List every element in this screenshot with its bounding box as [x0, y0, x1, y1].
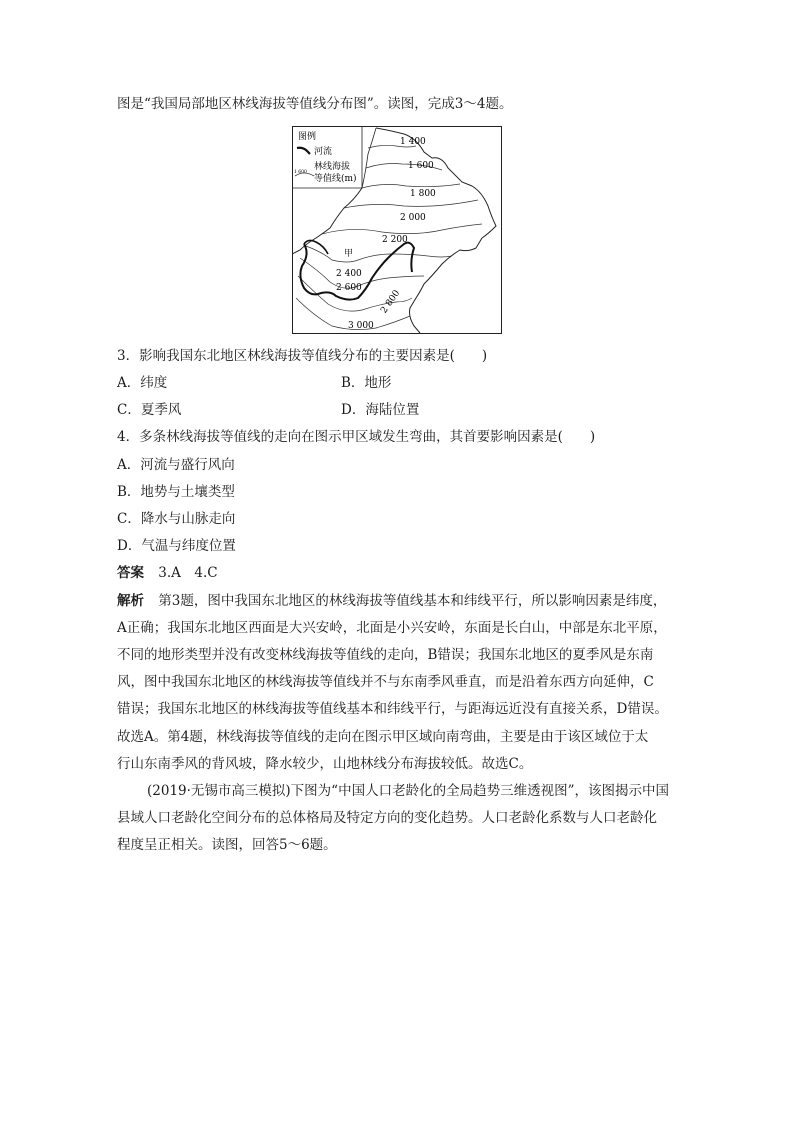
analysis-label: 解析 [117, 593, 144, 609]
question-3-option-c: C．夏季风 [117, 402, 182, 418]
intro-text: 图是“我国局部地区林线海拔等值线分布图”。读图，完成3～4题。 [117, 96, 513, 112]
isoline-label-2800: 2 800 [379, 288, 403, 316]
answer-label: 答案 [117, 565, 144, 581]
analysis-line-6: 故选A。第4题，林线海拔等值线的走向在图示甲区域向南弯曲，主要是由于该区域位于太 [117, 729, 649, 745]
legend-title: 图例 [298, 132, 317, 142]
analysis-text-1: 第3题，图中我国东北地区的林线海拔等值线基本和纬线平行，所以影响因素是纬度， [158, 593, 667, 609]
question-4-option-c: C．降水与山脉走向 [117, 511, 236, 527]
legend-isoline-label-1: 林线海拔 [314, 162, 351, 172]
treeline-isoline-map [292, 126, 502, 334]
answer-line [117, 563, 218, 583]
next-intro-line-1: (2019·无锡市高三模拟)下图为“中国人口老龄化的全局趋势三维透视图”，该图揭示中国 [147, 783, 669, 799]
next-intro-line-3: 程度呈正相关。读图，回答5～6题。 [117, 837, 337, 853]
question-3-option-b: B．地形 [341, 375, 392, 391]
analysis-line-3: 不同的地形类型并没有改变林线海拔等值线的走向，B错误；我国东北地区的夏季风是东南 [117, 647, 654, 663]
question-3-option-d: D．海陆位置 [341, 402, 420, 418]
analysis-line-7: 行山东南季风的背风坡，降水较少，山地林线分布海拔较低。故选C。 [117, 756, 533, 772]
isoline-label-2200: 2 200 [382, 235, 408, 245]
analysis-line-5: 错误；我国东北地区的林线海拔等值线基本和纬线平行，与距海远近没有直接关系，D错误。 [117, 701, 668, 717]
isoline-label-2600: 2 600 [336, 283, 362, 293]
isoline-label-2400: 2 400 [336, 269, 362, 279]
legend-iso-sample: 1 600 [294, 170, 307, 175]
analysis-line-1 [117, 591, 666, 611]
region-label-jia: 甲 [344, 249, 354, 259]
isoline-label-1600: 1 600 [408, 161, 434, 171]
legend-isoline-label-2: 等值线(m) [314, 174, 357, 184]
answer-text: 3.A 4.C [158, 565, 218, 581]
isoline-label-1800: 1 800 [410, 189, 436, 199]
question-3-stem: 3．影响我国东北地区林线海拔等值线分布的主要因素是( ) [117, 348, 488, 364]
question-3-option-a: A．纬度 [117, 375, 168, 391]
isoline-label-1400: 1 400 [400, 137, 426, 147]
question-4-option-b: B．地势与土壤类型 [117, 484, 235, 500]
isoline-label-3000: 3 000 [348, 321, 374, 331]
analysis-line-2: A正确；我国东北地区西面是大兴安岭，北面是小兴安岭，东面是长白山，中部是东北平原， [117, 620, 667, 636]
question-4-option-d: D．气温与纬度位置 [117, 538, 236, 554]
next-intro-line-2: 县域人口老龄化空间分布的总体格局及特定方向的变化趋势。人口老龄化系数与人口老龄化 [117, 810, 657, 826]
question-4-stem: 4．多条林线海拔等值线的走向在图示甲区域发生弯曲，其首要影响因素是( ) [117, 429, 596, 445]
isoline-label-2000: 2 000 [400, 213, 426, 223]
question-4-option-a: A．河流与盛行风向 [117, 457, 235, 473]
legend-river: 河流 [314, 147, 333, 157]
analysis-line-4: 风，图中我国东北地区的林线海拔等值线并不与东南季风垂直，而是沿着东西方向延伸，C [117, 674, 654, 690]
